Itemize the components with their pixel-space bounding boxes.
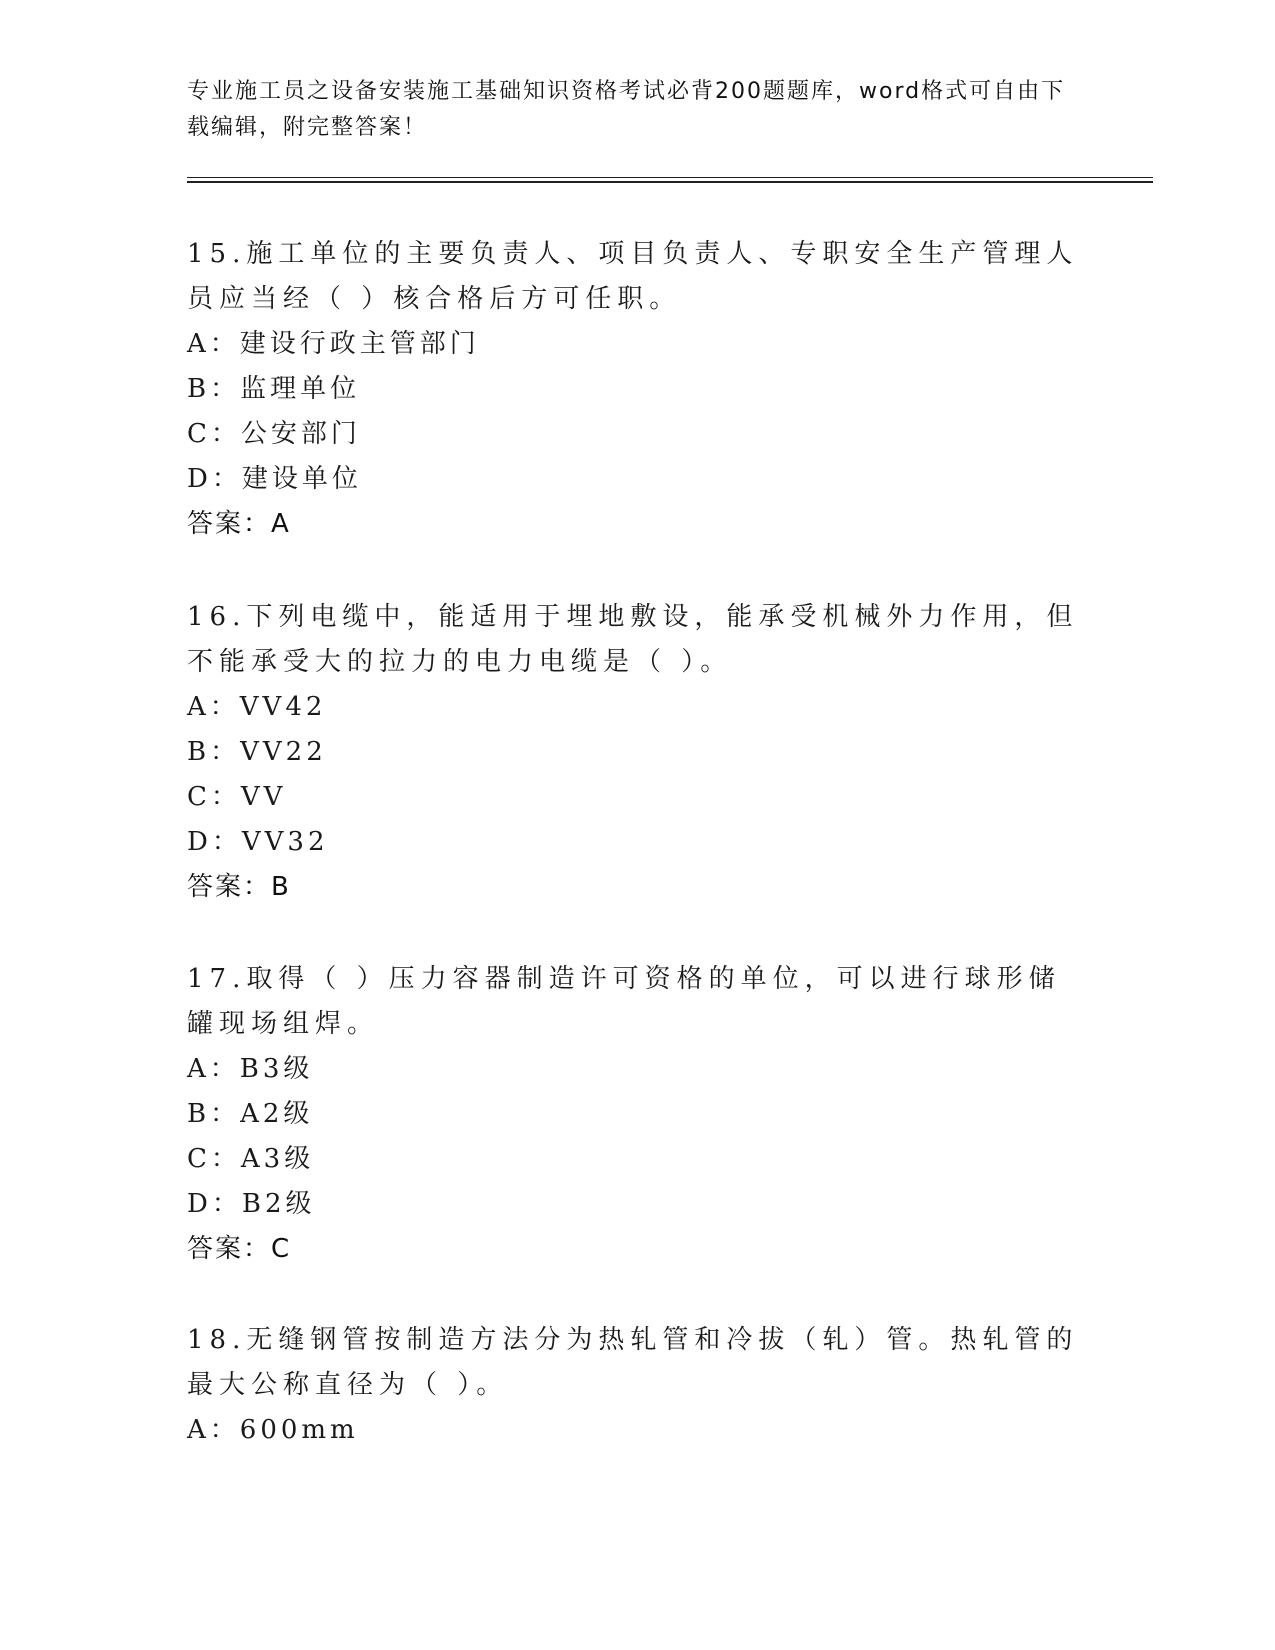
question-16 <box>187 595 1087 910</box>
answer: 答案：B <box>187 872 291 902</box>
answer: 答案：C <box>187 1234 292 1264</box>
question-stem: 18.无缝钢管按制造方法分为热轧管和冷拔（轧）管。热轧管的最大公称直径为（ ）。 <box>187 1325 1079 1400</box>
question-17 <box>187 957 1087 1272</box>
question-18 <box>187 1318 1087 1453</box>
header-divider <box>187 177 1153 183</box>
option-c: C：VV <box>187 782 287 812</box>
question-stem: 15.施工单位的主要负责人、项目负责人、专职安全生产管理人员应当经（ ）核合格后方可任职。 <box>187 239 1079 314</box>
answer: 答案：A <box>187 509 291 539</box>
question-stem: 17.取得（ ）压力容器制造许可资格的单位，可以进行球形储罐现场组焊。 <box>187 964 1061 1039</box>
option-a: A：建设行政主管部门 <box>187 329 480 359</box>
option-d: D：VV32 <box>187 827 329 857</box>
option-a: A：VV42 <box>187 692 327 722</box>
document-header: 专业施工员之设备安装施工基础知识资格考试必背200题题库，word格式可自由下载编辑，附完整答案！ <box>187 79 1066 140</box>
option-a: A：600mm <box>187 1415 359 1445</box>
option-b: B：VV22 <box>187 737 327 767</box>
option-d: D：B2级 <box>187 1189 316 1219</box>
option-b: B：A2级 <box>187 1099 314 1129</box>
option-b: B：监理单位 <box>187 374 361 404</box>
option-c: C：公安部门 <box>187 419 361 449</box>
option-c: C：A3级 <box>187 1144 315 1174</box>
option-a: A：B3级 <box>187 1054 314 1084</box>
question-15 <box>187 232 1087 547</box>
option-d: D：建设单位 <box>187 464 362 494</box>
question-stem: 16.下列电缆中，能适用于埋地敷设，能承受机械外力作用，但不能承受大的拉力的电力电缆是（ ）。 <box>187 602 1079 677</box>
